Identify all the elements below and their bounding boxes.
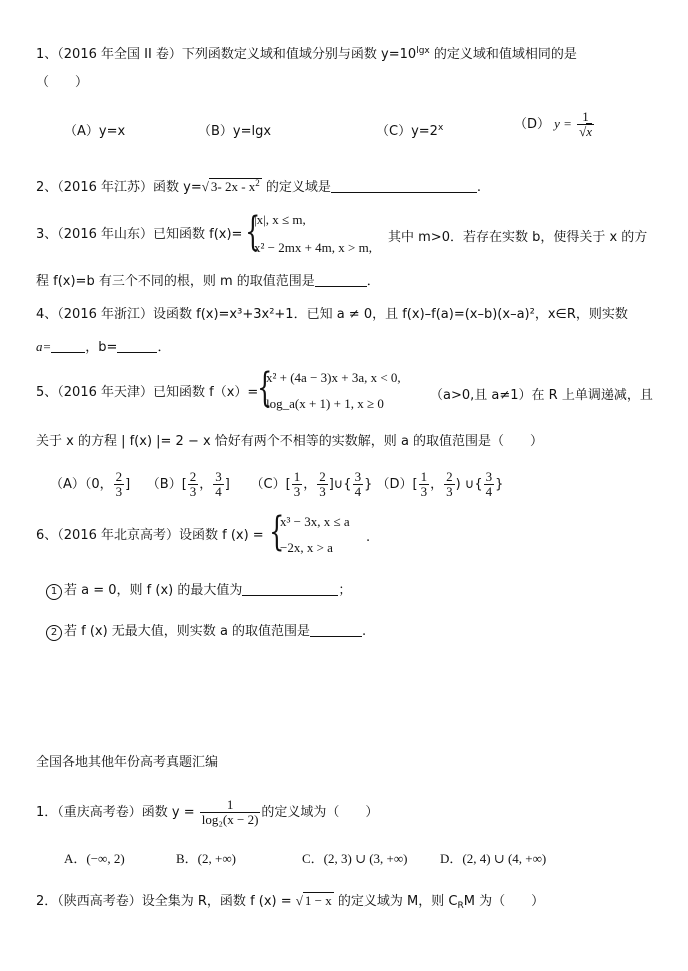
q1-sup: lgx [416, 46, 430, 56]
p1-den: log₂(x − 2) [201, 812, 259, 827]
q4-line-1: 4、（2016 年浙江）设函数 f(x)=x³+3x²+1．已知 a ≠ 0，且 f(x)–f(a)=(x–b)(x–a)²，x∈R，则实数 [36, 307, 628, 322]
q6-end: . [366, 530, 371, 545]
q5-option-b-post: ] [224, 477, 230, 492]
q5-frac-den: 4 [354, 484, 362, 499]
p1-prefix: 1．（重庆高考卷）函数 y = [36, 805, 195, 820]
q3-answer-blank[interactable] [315, 272, 367, 287]
q5-line-2: 关于 x 的方程 | f(x) |= 2 − x 恰好有两个不相等的实数解，则 a 的取值范围是（ ） [36, 434, 544, 449]
q6-circled-1-icon: 1 [46, 584, 62, 600]
q6-sub-2 [46, 622, 366, 641]
q5-frac-num: 2 [115, 469, 123, 484]
q5-frac-den: 3 [293, 484, 301, 499]
q2-prefix: 2、（2016 年江苏）函数 y= [36, 180, 202, 195]
q5-frac [484, 470, 495, 499]
q1-suffix: 的定义域和值域相同的是 [429, 47, 577, 62]
q5-frac [444, 470, 455, 499]
q5-piece-2: log_a(x + 1) + 1, x ≥ 0 [266, 396, 384, 411]
q6-sub-1-text: 若 a = 0，则 f (x) 的最大值为 [64, 583, 243, 598]
q1-option-d-den: √x [579, 124, 593, 139]
q2-end: . [476, 180, 482, 195]
q5-frac-den: 3 [420, 484, 428, 499]
q5-union: ∪{ [333, 477, 352, 492]
q3-piece-2: x² − 2mx + 4m, x > m, [254, 240, 372, 255]
q5-option-c-pre: （C）[ [250, 477, 291, 492]
q4-a-blank[interactable] [51, 338, 85, 353]
q5-frac-num: 1 [420, 469, 428, 484]
q5-piece-1: x² + (4a − 3)x + 3a, x < 0, [266, 370, 401, 385]
q5-frac-num: 3 [354, 469, 362, 484]
q1-option-b: （B）y=lgx [198, 124, 272, 139]
q5-frac [188, 470, 199, 499]
p2-prefix: 2．（陕西高考卷）设全集为 R，函数 f (x) = [36, 894, 296, 909]
q5-option-a [50, 469, 131, 499]
p2-stem [36, 892, 544, 911]
q4-b-blank[interactable] [117, 338, 157, 353]
p2-sub: R [457, 901, 464, 911]
q2-sup: 2 [255, 178, 260, 188]
q5-frac [419, 470, 430, 499]
q5-frac-num: 2 [319, 469, 326, 484]
q6-prefix: 6、（2016 年北京高考）设函数 f (x) = [36, 528, 264, 543]
q4-a-label: a= [36, 339, 52, 354]
p1-option-d: D．(2, 4) ∪ (4, +∞) [440, 851, 547, 866]
q5-frac [317, 470, 328, 499]
q3-line-2-text: 程 f(x)=b 有三个不同的根，则 m 的取值范围是 [36, 274, 315, 289]
q6-sub-1 [46, 581, 351, 600]
q5-option-b-pre: （B）[ [146, 477, 187, 492]
q5-brace-icon: { [257, 365, 273, 411]
q5-frac-num: 2 [446, 469, 453, 484]
q3-suffix: 其中 m>0．若存在实数 b，使得关于 x 的方 [388, 230, 648, 245]
q6-sub-2-blank[interactable] [310, 622, 362, 637]
q2-suffix: 的定义域是 [261, 180, 331, 195]
q6-sub-1-blank[interactable] [242, 581, 338, 596]
q1-option-d-den-var: x [586, 124, 593, 139]
q5-frac-den: 3 [189, 484, 197, 499]
q5-options [50, 470, 503, 499]
q5-comma: ， [303, 477, 317, 492]
q4-b-label: ，b= [85, 340, 118, 355]
q1-option-d-label: （D） [514, 117, 551, 132]
q1-option-c-sup: x [437, 123, 444, 133]
p1-num: 1 [226, 797, 234, 812]
p1-option-c: C．(2, 3) ∪ (3, +∞) [302, 851, 408, 866]
q6-piece-2: −2x, x > a [280, 540, 333, 555]
q1-prefix: 1、（2016 年全国 II 卷）下列函数定义域和值域分别与函数 y=10 [36, 47, 417, 62]
q5-frac-den: 4 [215, 484, 222, 499]
p1-option-b: B．(2, +∞) [176, 851, 236, 866]
q1-option-c-text: （C）y=2 [376, 124, 438, 139]
q5-frac-den: 3 [319, 484, 326, 499]
q5-option-d-pre: （D）[ [376, 477, 418, 492]
q1-option-d-fraction [577, 110, 594, 139]
q5-option-d-post: } [495, 477, 504, 492]
q5-frac-den: 3 [115, 484, 123, 499]
q4-end: ． [157, 340, 171, 355]
q5-comma: ， [199, 477, 213, 492]
q1-option-d-num: 1 [582, 109, 589, 124]
q5-option-a-pre: （A）（0， [50, 477, 113, 492]
q5-frac-num: 1 [293, 469, 301, 484]
p1-fraction [200, 798, 261, 827]
q1-option-a: （A）y=x [64, 124, 126, 139]
q5-option-a-post: ] [125, 477, 131, 492]
q5-option-d: （D）[ $\frac{1}{3}$ ， $\frac{2}{3}$ ) ∪{ $\frac{3}{4}$ } [376, 469, 504, 499]
q3-line-2 [36, 272, 380, 291]
q2-radicand [209, 178, 262, 194]
p1-stem [36, 798, 378, 827]
q2-stem [36, 178, 481, 197]
q1-option-d [514, 110, 595, 139]
q1-stem [36, 46, 577, 64]
q5-frac [114, 470, 125, 499]
q4-line-2 [36, 338, 170, 357]
q3-piece-1: |x|, x ≤ m, [254, 212, 306, 227]
q2-sqrt: √ 3- $2x - x^2$ [201, 178, 260, 194]
q5-frac [213, 470, 224, 499]
q5-option-b [146, 469, 230, 499]
q6-brace-icon: { [269, 509, 285, 555]
q5-prefix: 5、（2016 年天津）已知函数 f（x）= [36, 385, 259, 400]
q5-frac-num: 3 [485, 469, 493, 484]
q6-sub-2-end: . [362, 624, 367, 639]
q3-brace-icon: { [245, 209, 261, 255]
q5-suffix: （a>0,且 a≠1）在 R 上单调递减，且 [430, 388, 653, 403]
q2-answer-blank[interactable] [331, 178, 477, 193]
q5-frac-den: 3 [446, 484, 453, 499]
q5-frac [292, 470, 303, 499]
q1-paren: （ ） [36, 75, 89, 90]
p2-radicand: 1 − x [304, 893, 332, 908]
q5-option-c-post: ] [328, 477, 334, 492]
q5-frac-num: 2 [189, 469, 197, 484]
p1-option-a: A．(−∞, 2) [64, 851, 125, 866]
q6-sub-2-text: 若 f (x) 无最大值，则实数 a 的取值范围是 [64, 624, 311, 639]
q1-option-d-lhs: y = [554, 116, 572, 131]
q6-circled-2-icon: 2 [46, 625, 62, 641]
p2-sqrt: √ 1 − x [295, 893, 332, 908]
q2-radicand-text: 3- 2x - x [210, 179, 256, 194]
section-title: 全国各地其他年份高考真题汇编 [36, 755, 219, 770]
p2-suffix: M 为（ ） [463, 894, 545, 909]
q1-option-c [376, 120, 443, 139]
p1-suffix: 的定义域为（ ） [261, 805, 379, 820]
q5-frac-den: 4 [485, 484, 493, 499]
q5-frac-num: 3 [215, 469, 222, 484]
q3-line-2-end: ． [366, 274, 380, 289]
q6-sub-1-end: ； [338, 583, 352, 598]
q5-comma: ， [430, 477, 444, 492]
q3-prefix: 3、（2016 年山东）已知函数 f(x)= [36, 227, 243, 242]
q5-option-c: （C）[ $\frac{1}{3}$ ， $\frac{2}{3}$ ]∪{ $\frac{3}{4}$ } [250, 469, 373, 499]
p2-mid: 的定义域为 M，则 C [333, 894, 458, 909]
q5-frac [353, 470, 364, 499]
q5-union: ∪{ [464, 477, 483, 492]
q6-piece-1: x³ − 3x, x ≤ a [280, 514, 350, 529]
